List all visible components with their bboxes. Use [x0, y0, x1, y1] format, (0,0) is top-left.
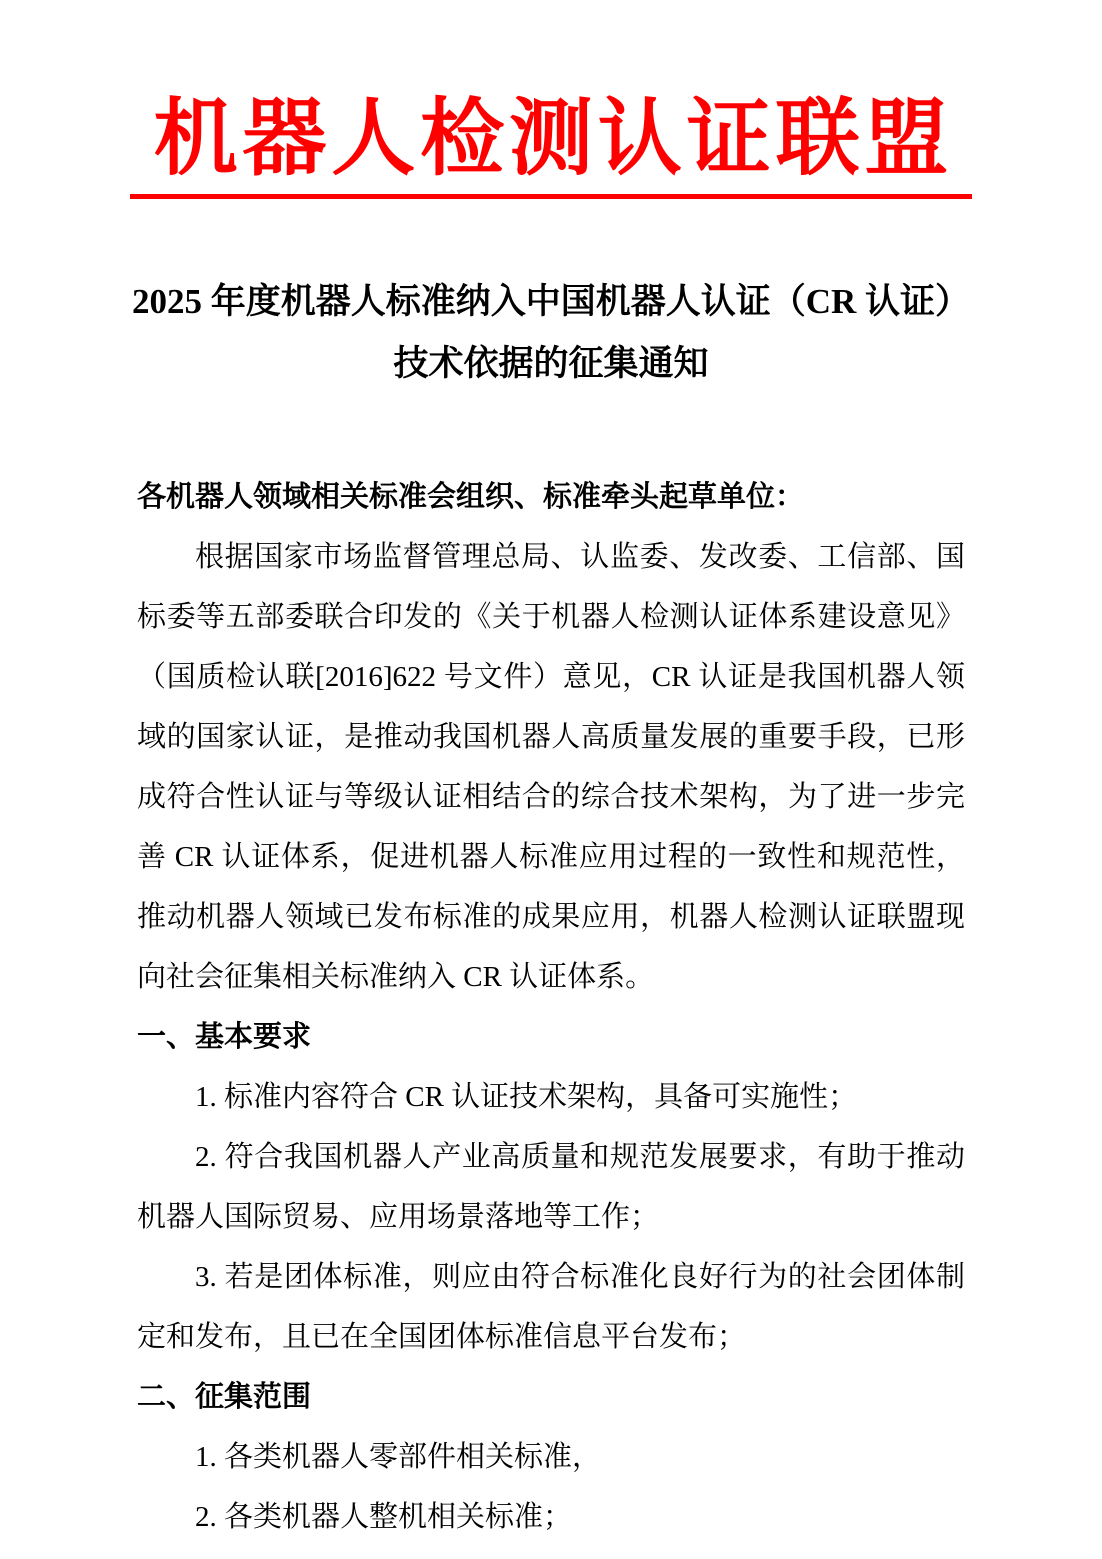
document-title-line-2: 技术依据的征集通知	[393, 344, 709, 384]
document-title	[0, 271, 1102, 395]
section-heading-basic-requirements: 一、基本要求	[137, 1021, 312, 1054]
intro-paragraph: 根据国家市场监督管理总局、认监委、发改委、工信部、国标委等五部委联合印发的《关于机器人检测认证体系建设意见》（国质检认联[2016]622 号文件）意见，CR 认证是我国机器人领域的国家认证，是推动我国机器人高质量发展的重要手段，已形成符合性认证与等级认证相结合的综合技术架构，为了进一步完善 CR 认证体系，促进机器人标准应用过程的一致性和规范性，推动机器人领域已发布标准的成果应用，机器人检测认证联盟现向社会征集相关标准纳入 CR 认证体系。	[137, 541, 965, 994]
section-heading-collection-scope: 二、征集范围	[137, 1381, 312, 1414]
section-item: 2. 符合我国机器人产业高质量和规范发展要求，有助于推动机器人国际贸易、应用场景落地等工作；	[137, 1141, 965, 1234]
section-item: 3. 若是团体标准，则应由符合标准化良好行为的社会团体制定和发布，且已在全国团体标准信息平台发布；	[137, 1261, 965, 1354]
masthead-rule-divider	[130, 194, 972, 199]
masthead	[0, 0, 1102, 199]
document-title-line-1: 2025 年度机器人标准纳入中国机器人认证（CR 认证）	[131, 282, 971, 322]
salutation-line: 各机器人领域相关标准会组织、标准牵头起草单位：	[137, 481, 805, 514]
section-item: 2. 各类机器人整机相关标准；	[195, 1501, 573, 1534]
document-body	[137, 467, 965, 1547]
section-item: 1. 各类机器人零部件相关标准，	[195, 1441, 602, 1474]
alliance-masthead-text: 机 器 人 检 测 认 证 联 盟	[153, 91, 949, 185]
section-item: 1. 标准内容符合 CR 认证技术架构，具备可实施性；	[195, 1081, 858, 1114]
